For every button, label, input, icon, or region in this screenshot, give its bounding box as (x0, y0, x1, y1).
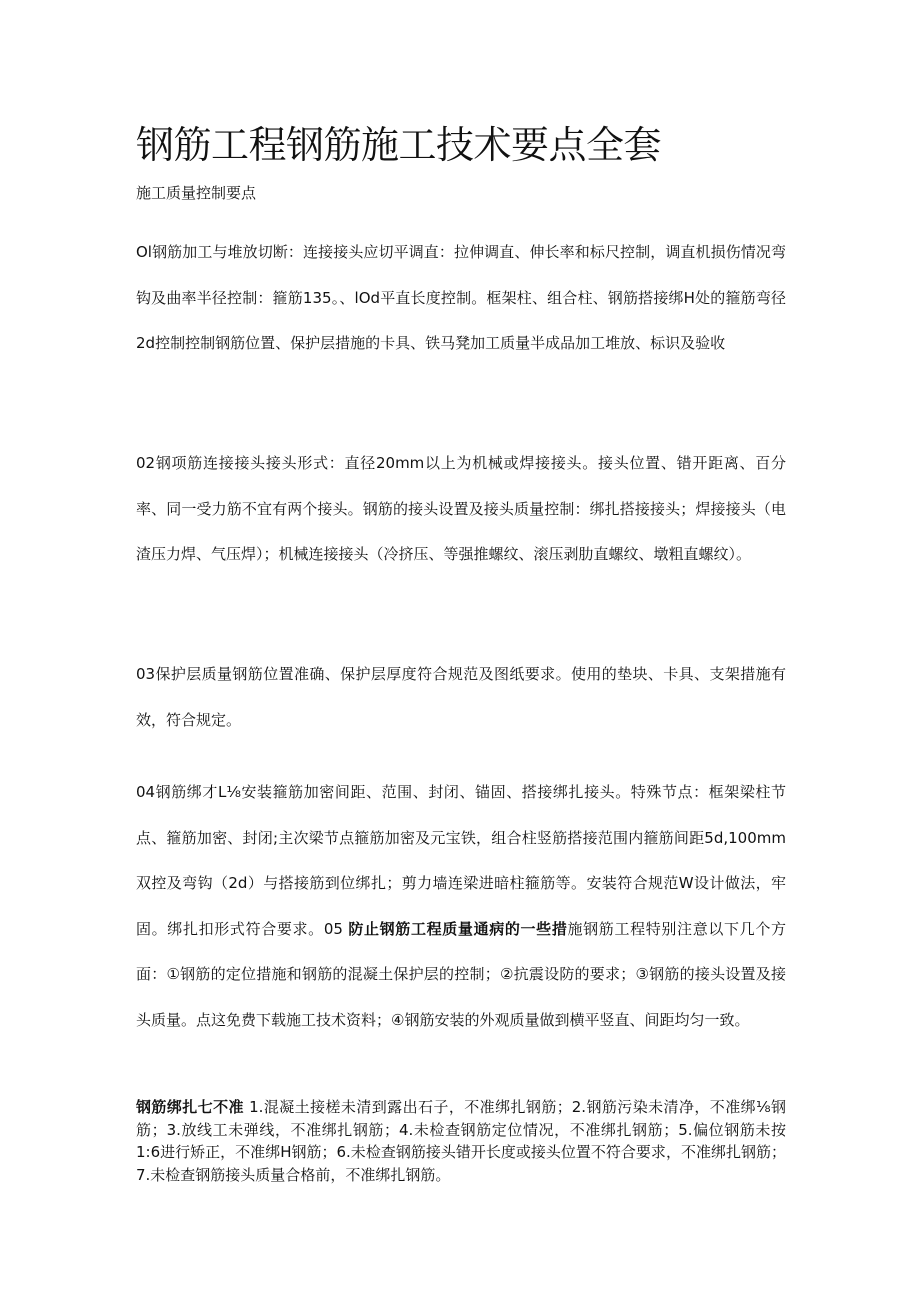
paragraph-04-rebar-binding (136, 770, 786, 1043)
seven-prohibitions-heading: 钢筋绑扎七不准 (136, 1098, 244, 1116)
paragraph-05-heading: 防止钢筋工程质量通病的一些措 (348, 919, 568, 938)
paragraph-seven-prohibitions (136, 1096, 786, 1186)
paragraph-01-rebar-processing: Ol钢筋加工与堆放切断：连接接头应切平调直：拉伸调直、伸长率和标尺控制，调直机损伤情况弯钩及曲率半径控制：箍筋135。、lOd平直长度控制。框架柱、组合柱、钢筋搭接绑H处的箍筋弯径2d控制控制钢筋位置、保护层措施的卡具、铁马凳加工质量半成品加工堆放、标识及验收 (136, 243, 786, 352)
paragraph-05-text: 施钢筋工程特别注意以下几个方面：①钢筋的定位措施和钢筋的混凝土保护层的控制；②抗震设防的要求；③钢筋的接头设置及接头质量。点这免费下载施工技术资料；④钢筋安装的外观质量做到横平竖直、间距均匀一致。 (136, 919, 786, 1029)
paragraph-02-rebar-connection: 02钢项筋连接接头接头形式：直径20mm以上为机械或焊接接头。接头位置、错开距离、百分率、同一受力筋不宜有两个接头。钢筋的接头设置及接头质量控制：绑扎搭接接头；焊接接头（电渣压力焊、气压焊）；机械连接接头（冷挤压、等强推螺纹、滚压剥肋直螺纹、墩粗直螺纹）。 (136, 454, 786, 563)
document-title: 钢筋工程钢筋施工技术要点全套 (136, 123, 662, 167)
paragraph-03-protective-layer: 03保护层质量钢筋位置准确、保护层厚度符合规范及图纸要求。使用的垫块、卡具、支架措施有效，符合规定。 (136, 665, 786, 729)
paragraph-04-text: 04钢筋绑才L⅛安装箍筋加密间距、范围、封闭、锚固、搭接绑扎接头。特殊节点：框架梁柱节点、箍筋加密、封闭;主次梁节点箍筋加密及元宝铁，组合柱竖筋搭接范围内箍筋间距5d,100mm双控及弯钩（2d）与搭接筋到位绑扎；剪力墙连梁进暗柱箍筋等。安装符合规范W设计做法，牢固。绑扎扣形式符合要求。05 (136, 783, 786, 938)
seven-prohibitions-text: 1.混凝土接槎未清到露出石子，不准绑扎钢筋；2.钢筋污染未清净，不准绑⅛钢筋；3.放线工未弹线，不准绑扎钢筋；4.未检查钢筋定位情况，不准绑扎钢筋；5.偏位钢筋未按1:6进行矫正，不准绑H钢筋；6.未检查钢筋接头错开长度或接头位置不符合要求，不准绑扎钢筋；7.未检查钢筋接头质量合格前，不准绑扎钢筋。 (136, 1098, 786, 1184)
document-subtitle: 施工质量控制要点 (136, 184, 257, 202)
